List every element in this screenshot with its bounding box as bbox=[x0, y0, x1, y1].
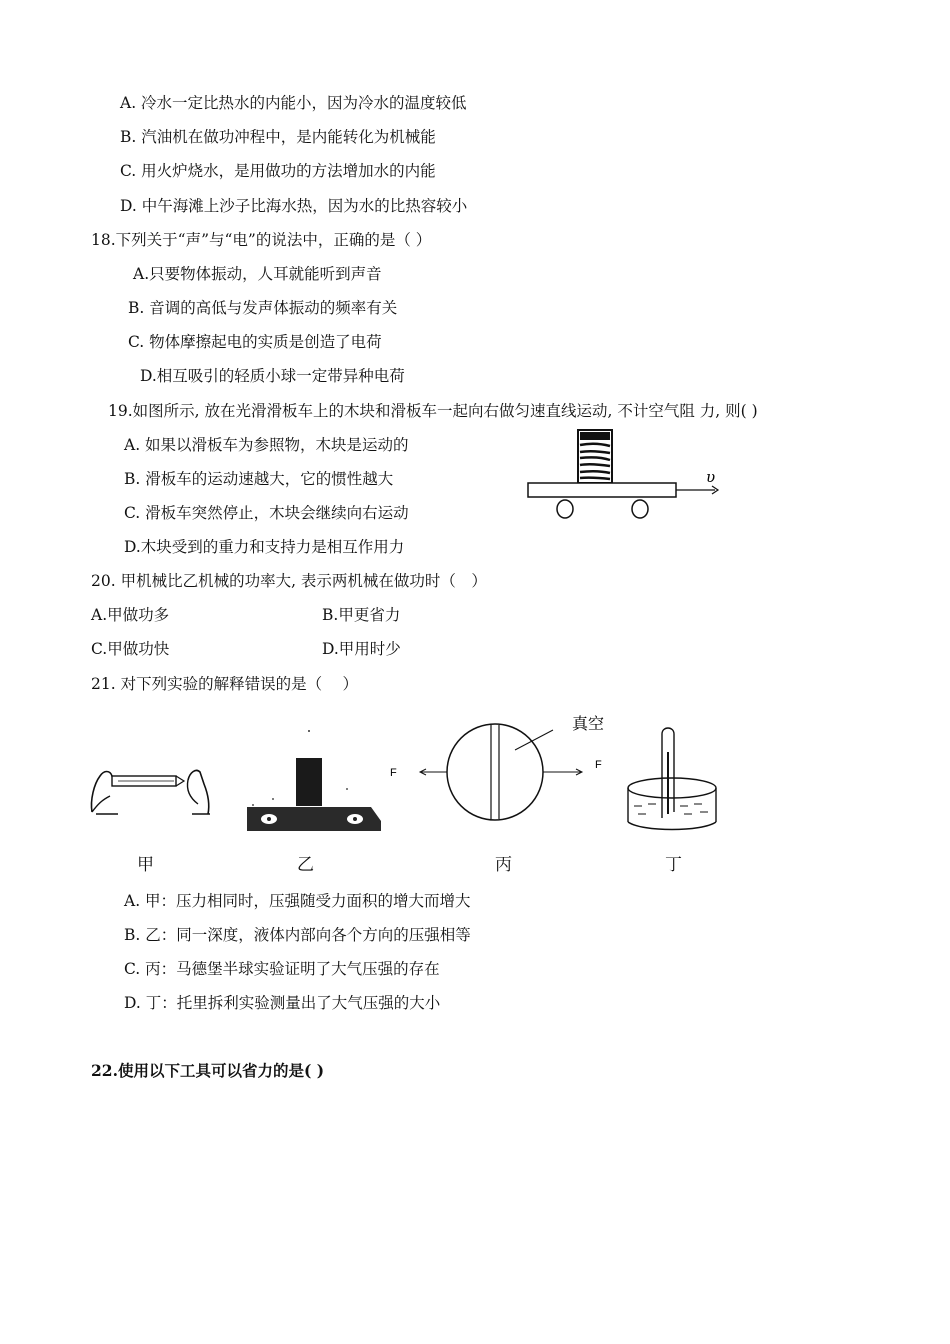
q20-stem: 20. 甲机械比乙机械的功率大, 表示两机械在做功时（ ） bbox=[91, 572, 487, 590]
fig-label-yi: 乙 bbox=[297, 855, 314, 875]
velocity-label: υ bbox=[706, 468, 716, 486]
figure-bing-hemispheres bbox=[385, 712, 625, 832]
q21-option-c: C. 丙：马德堡半球实验证明了大气压强的存在 bbox=[124, 960, 440, 978]
q18-option-c: C. 物体摩擦起电的实质是创造了电荷 bbox=[128, 333, 382, 351]
figure-yi-vessel bbox=[243, 725, 383, 840]
fig-label-ding: 丁 bbox=[665, 855, 682, 875]
skateboard-deck bbox=[528, 483, 676, 497]
fig-label-jia: 甲 bbox=[137, 855, 154, 875]
fig-label-bing: 丙 bbox=[495, 855, 512, 875]
q19-option-b: B. 滑板车的运动速越大，它的惯性越大 bbox=[124, 470, 394, 488]
force-left-label: F bbox=[390, 767, 397, 779]
force-right-label: F bbox=[595, 759, 602, 771]
q19-option-a: A. 如果以滑板车为参照物，木块是运动的 bbox=[124, 436, 409, 454]
wheel-left bbox=[557, 500, 573, 518]
q18-stem: 18.下列关于“声”与“电”的说法中，正确的是（ ） bbox=[91, 231, 432, 249]
skateboard-figure bbox=[520, 425, 730, 525]
vacuum-label: 真空 bbox=[572, 714, 605, 733]
wooden-block bbox=[578, 430, 612, 483]
q21-option-d: D. 丁：托里拆利实验测量出了大气压强的大小 bbox=[124, 994, 441, 1012]
q20-option-b: B.甲更省力 bbox=[322, 606, 401, 624]
wheel-right bbox=[632, 500, 648, 518]
q17-option-d: D. 中午海滩上沙子比海水热，因为水的比热容较小 bbox=[120, 197, 468, 215]
q17-option-a: A. 冷水一定比热水的内能小，因为冷水的温度较低 bbox=[120, 94, 467, 112]
q19-option-d: D.木块受到的重力和支持力是相互作用力 bbox=[124, 538, 405, 556]
q18-option-b: B. 音调的高低与发声体振动的频率有关 bbox=[128, 299, 398, 317]
q22-stem: 22.使用以下工具可以省力的是( ) bbox=[91, 1061, 325, 1080]
q21-stem: 21. 对下列实验的解释错误的是（ ） bbox=[91, 675, 359, 693]
q21-option-b: B. 乙：同一深度，液体内部向各个方向的压强相等 bbox=[124, 926, 471, 944]
figure-ding-torricelli bbox=[622, 722, 727, 832]
q20-option-a: A.甲做功多 bbox=[91, 606, 170, 624]
q19-stem: 19.如图所示, 放在光滑滑板车上的木块和滑板车一起向右做匀速直线运动, 不计空气阻 力, 则( ) bbox=[108, 402, 758, 420]
q20-option-d: D.甲用时少 bbox=[322, 640, 401, 658]
q18-option-d: D.相互吸引的轻质小球一定带异种电荷 bbox=[140, 367, 405, 385]
q19-option-c: C. 滑板车突然停止，木块会继续向右运动 bbox=[124, 504, 409, 522]
figure-jia-pencil-fingers bbox=[88, 762, 218, 817]
q21-option-a: A. 甲：压力相同时，压强随受力面积的增大而增大 bbox=[124, 892, 471, 910]
q17-option-c: C. 用火炉烧水，是用做功的方法增加水的内能 bbox=[120, 162, 436, 180]
q18-option-a: A.只要物体振动，人耳就能听到声音 bbox=[133, 265, 382, 283]
q17-option-b: B. 汽油机在做功冲程中，是内能转化为机械能 bbox=[120, 128, 436, 146]
q20-option-c: C.甲做功快 bbox=[91, 640, 170, 658]
